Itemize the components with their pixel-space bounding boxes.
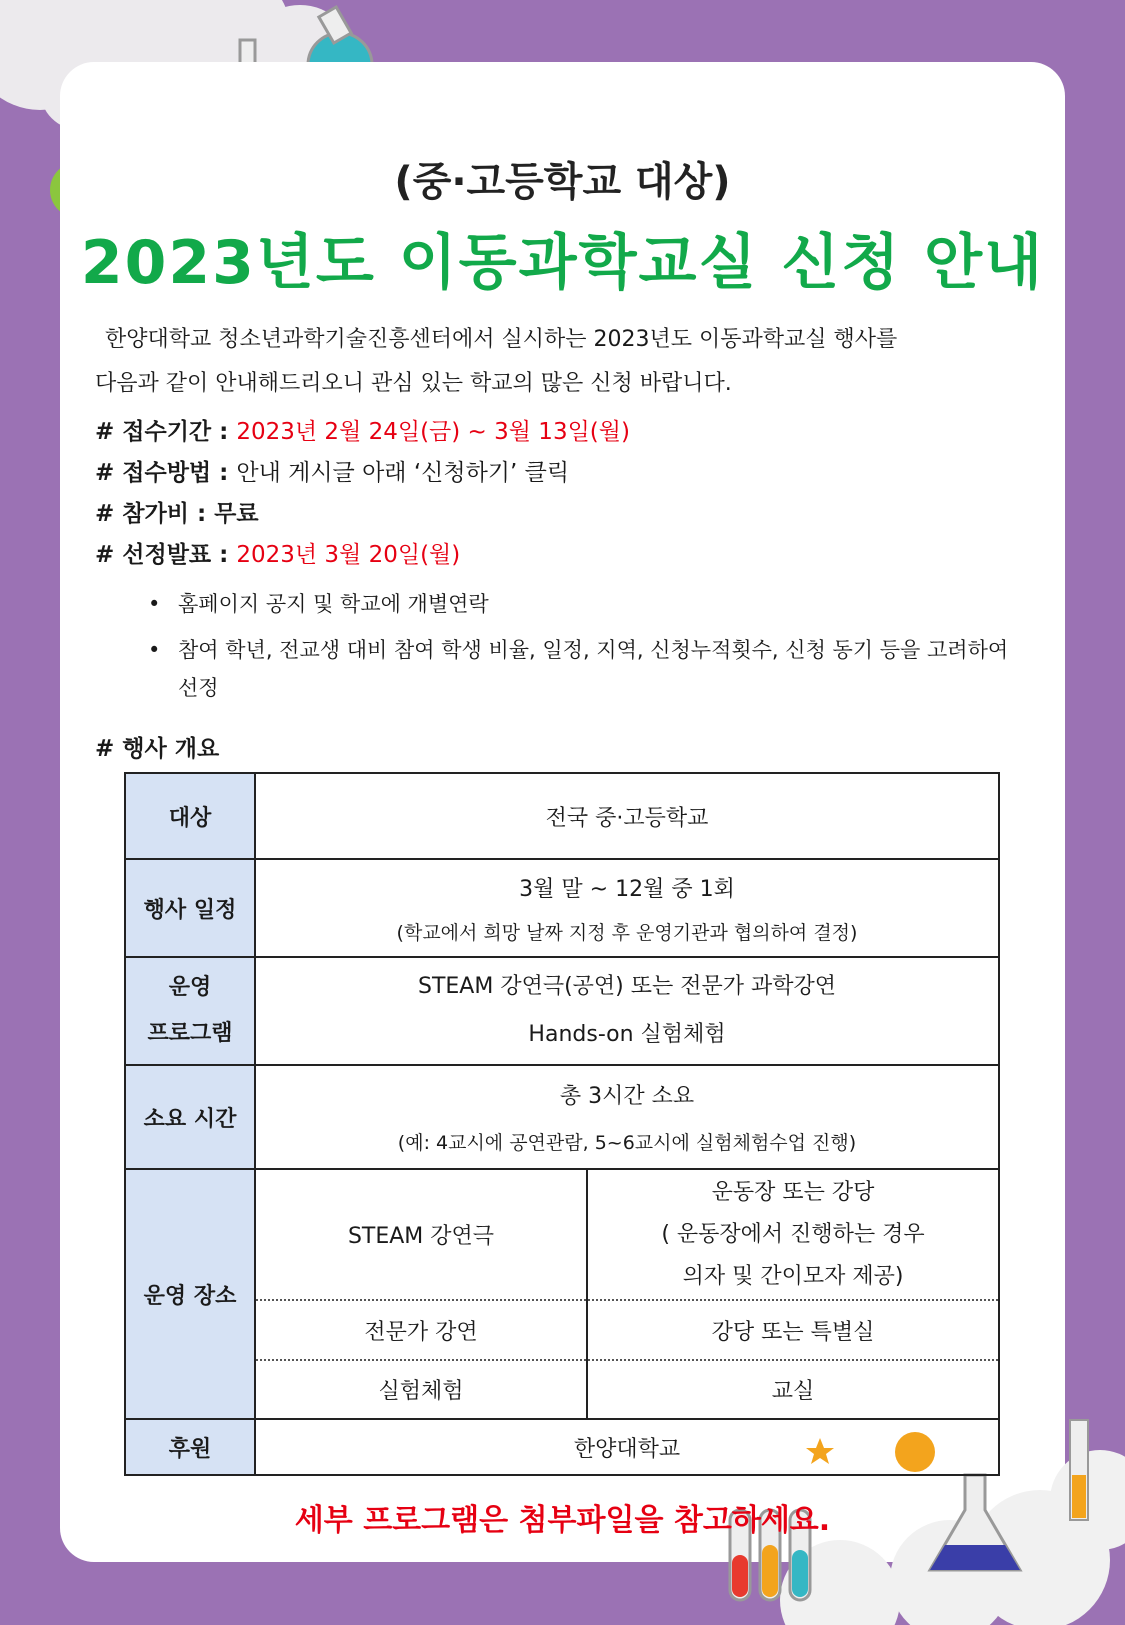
- table-row: [125, 859, 999, 957]
- time-main: 총 3시간 소요: [559, 1084, 695, 1109]
- program-line-1: STEAM 강연극(공연) 또는 전문가 과학강연: [417, 974, 836, 999]
- method-row: [95, 453, 630, 494]
- method-value: 안내 게시글 아래 ‘신청하기’ 클릭: [236, 460, 570, 486]
- schedule-main: 3월 말 ~ 12월 중 1회: [519, 877, 735, 902]
- bullet-icon: •: [148, 592, 161, 616]
- schedule-header: 행사 일정: [125, 859, 255, 957]
- table-row: [125, 1360, 999, 1419]
- sponsor-header: 후원: [125, 1419, 255, 1475]
- table-row: [125, 957, 999, 1065]
- schedule-note: (학교에서 희망 날짜 지정 후 운영기관과 협의하여 결정): [396, 922, 858, 944]
- announce-row: [95, 535, 630, 576]
- bullet-text: 참여 학년, 전교생 대비 참여 학생 비율, 일정, 지역, 신청누적횟수, 신청 동기 등을 고려하여 선정: [178, 638, 1009, 700]
- target-value: 전국 중·고등학교: [255, 773, 999, 859]
- intro-text: [95, 318, 1035, 406]
- place-location: 교실: [587, 1360, 999, 1419]
- fee-label: # 참가비 :: [95, 501, 215, 527]
- period-value: 2023년 2월 24일(금) ~ 3월 13일(월): [236, 419, 630, 445]
- table-row: [125, 1169, 999, 1300]
- fee-row: [95, 494, 630, 535]
- period-row: [95, 412, 630, 453]
- announce-label: # 선정발표 :: [95, 542, 237, 568]
- program-cell: [255, 957, 999, 1065]
- program-line-2: Hands-on 실험체험: [528, 1022, 726, 1047]
- selection-notes: [148, 585, 1028, 715]
- intro-line-2: 다음과 같이 안내해드리오니 관심 있는 학교의 많은 신청 바랍니다.: [95, 371, 732, 396]
- program-header-line2: 프로그램: [147, 1021, 233, 1046]
- place-location-line3: 의자 및 간이모자 제공): [682, 1263, 904, 1289]
- place-location: [587, 1169, 999, 1300]
- place-header: 운영 장소: [125, 1169, 255, 1419]
- info-list: [95, 412, 630, 576]
- subtitle: (중·고등학교 대상): [394, 159, 731, 205]
- table-row: [125, 1419, 999, 1475]
- place-location-line1: 운동장 또는 강당: [711, 1179, 875, 1205]
- period-label: # 접수기간 :: [95, 419, 237, 445]
- page-title: 2023년도 이동과학교실 신청 안내: [80, 228, 1045, 298]
- announce-value: 2023년 3월 20일(월): [236, 542, 461, 568]
- overview-heading: # 행사 개요: [95, 736, 220, 762]
- fee-value: 무료: [214, 501, 259, 527]
- table-row: [125, 1065, 999, 1169]
- method-label: # 접수방법 :: [95, 460, 237, 486]
- place-location-line2: ( 운동장에서 진행하는 경우: [661, 1221, 925, 1247]
- overview-table: [124, 772, 1000, 1476]
- schedule-cell: [255, 859, 999, 957]
- program-header: [125, 957, 255, 1065]
- time-header: 소요 시간: [125, 1065, 255, 1169]
- bullet-text: 홈페이지 공지 및 학교에 개별연락: [178, 592, 489, 616]
- program-header-line1: 운영: [168, 975, 212, 1000]
- place-location: 강당 또는 특별실: [587, 1300, 999, 1360]
- bottom-note: 세부 프로그램은 첨부파일을 참고하세요.: [294, 1503, 831, 1538]
- intro-line-1: 한양대학교 청소년과학기술진흥센터에서 실시하는 2023년도 이동과학교실 행사를: [105, 327, 898, 352]
- time-cell: [255, 1065, 999, 1169]
- list-item: [148, 631, 1028, 707]
- place-program: STEAM 강연극: [255, 1169, 587, 1300]
- place-program: 실험체험: [255, 1360, 587, 1419]
- sponsor-value: 한양대학교: [255, 1419, 999, 1475]
- target-header: 대상: [125, 773, 255, 859]
- list-item: [148, 585, 1028, 623]
- place-program: 전문가 강연: [255, 1300, 587, 1360]
- bullet-icon: •: [148, 638, 161, 662]
- table-row: [125, 773, 999, 859]
- time-note: (예: 4교시에 공연관람, 5~6교시에 실험체험수업 진행): [397, 1132, 857, 1154]
- table-row: [125, 1300, 999, 1360]
